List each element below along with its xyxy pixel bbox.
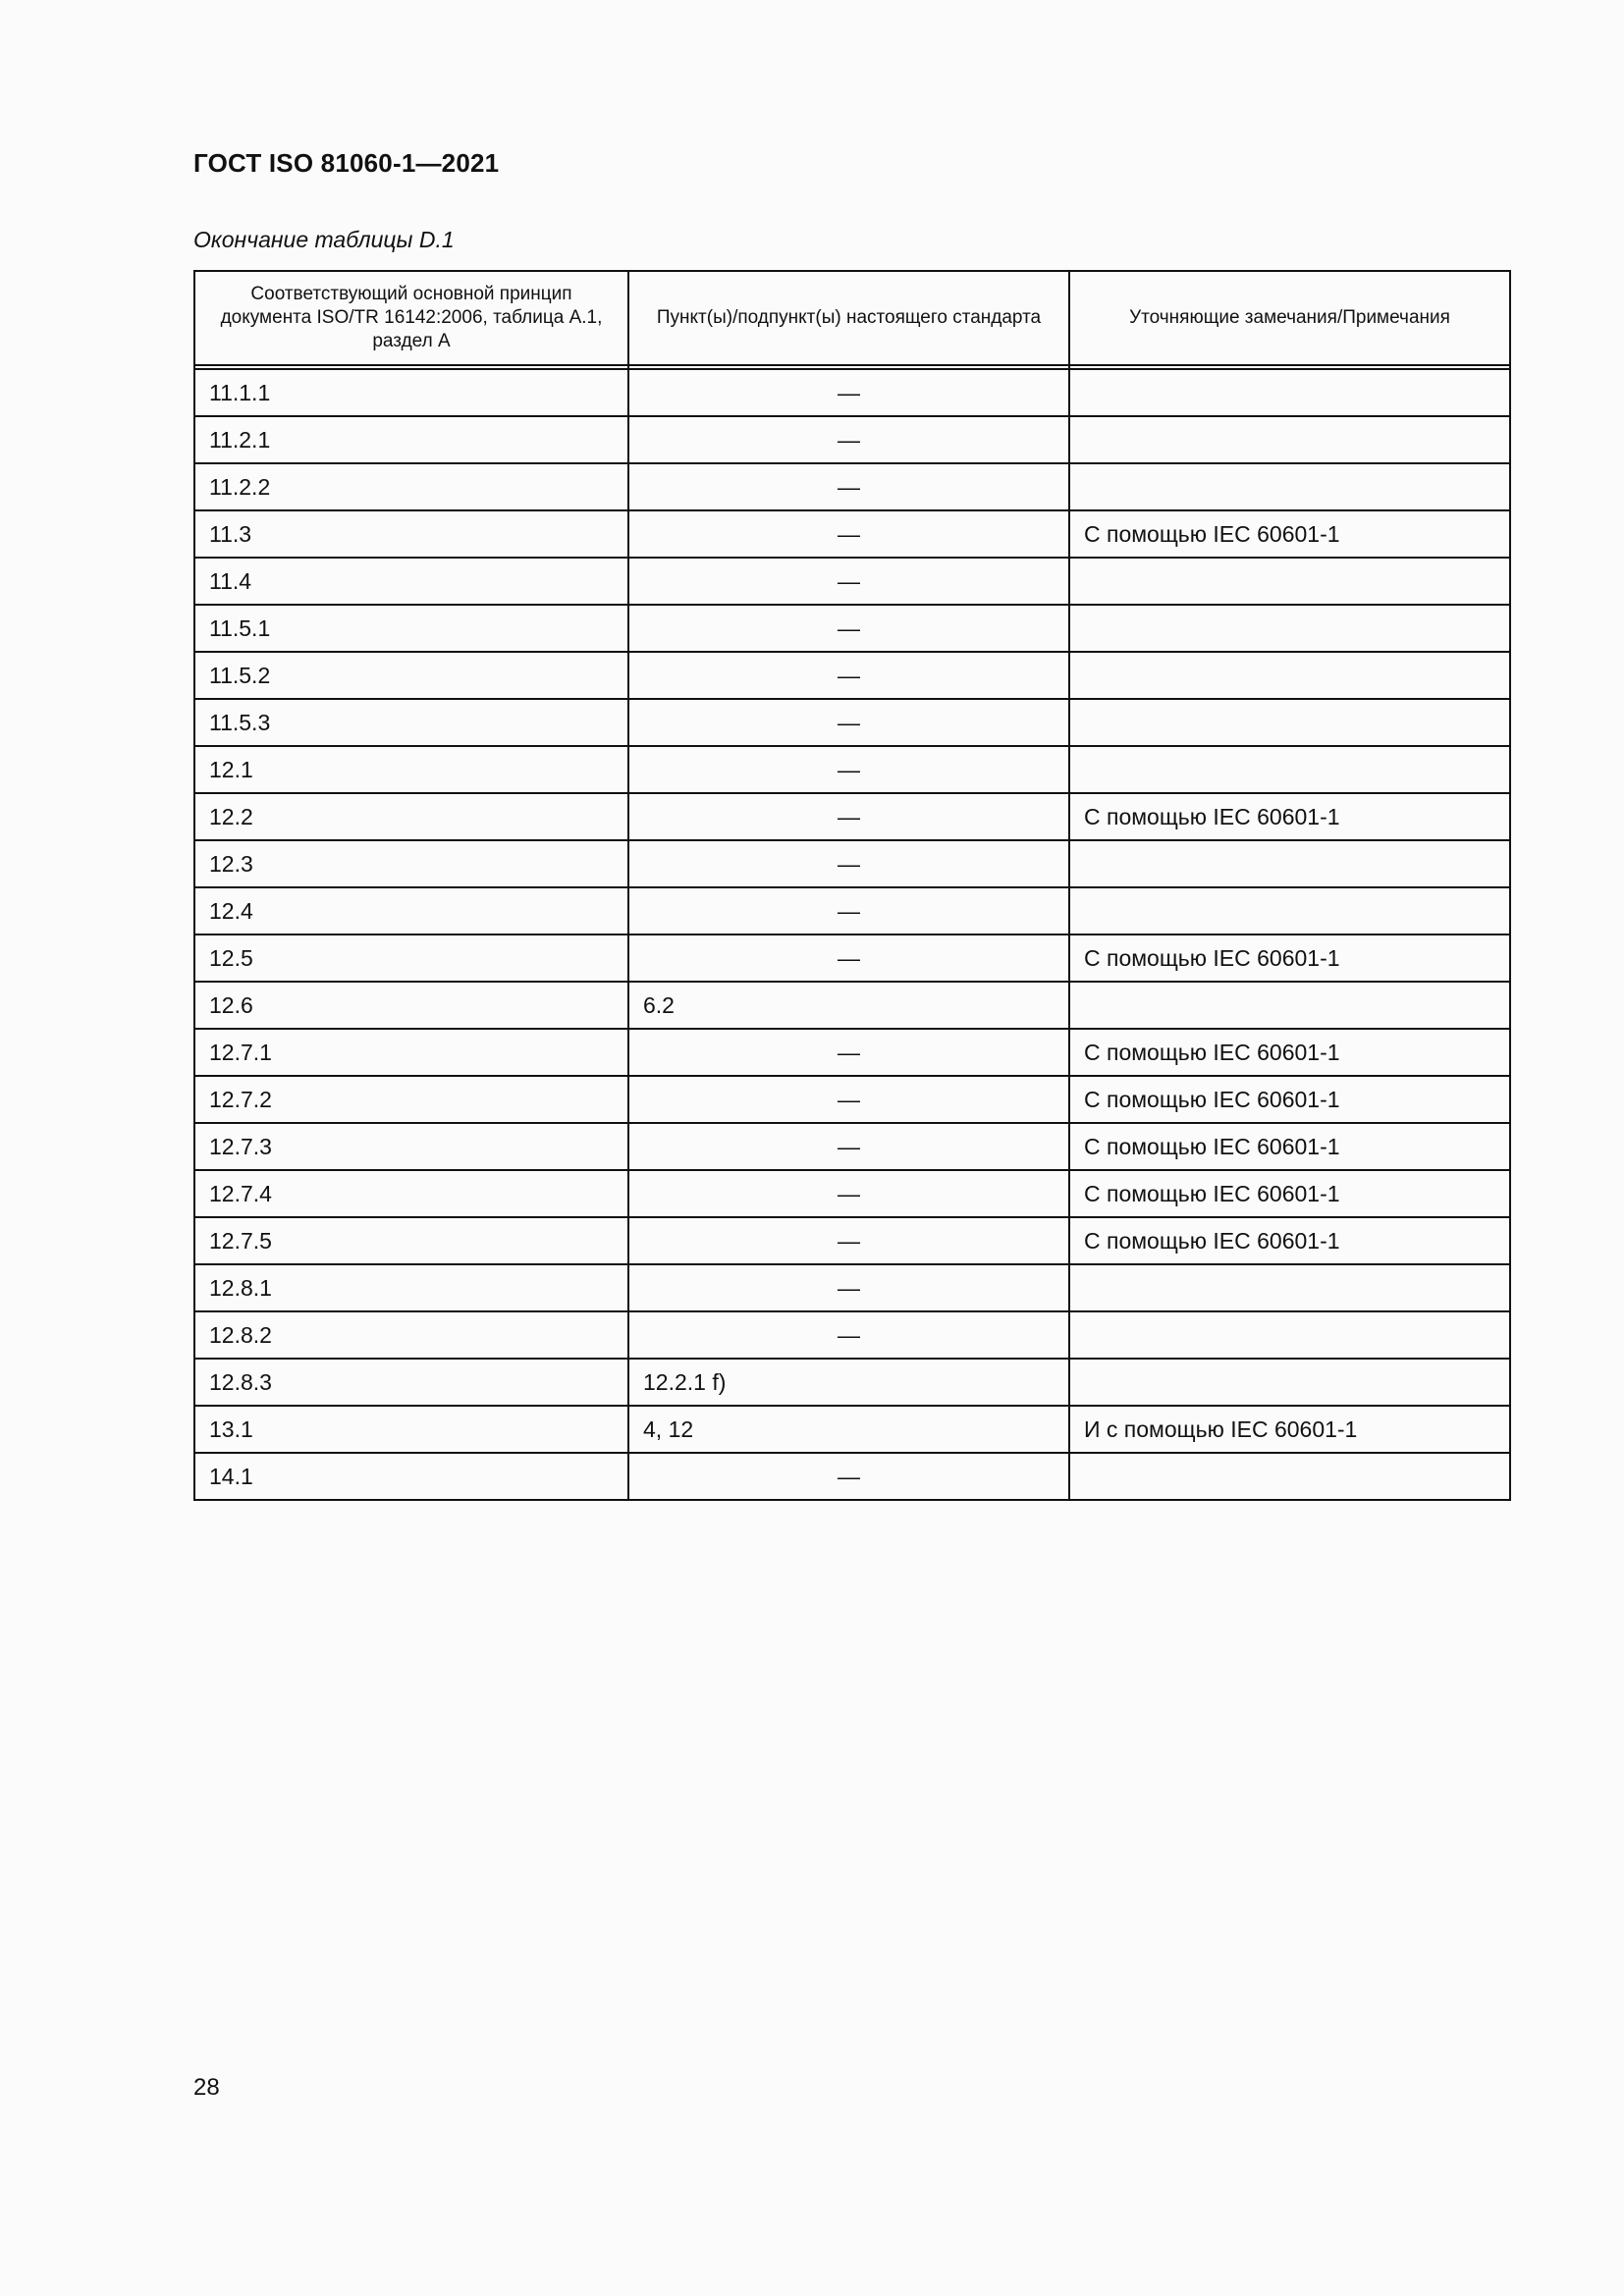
cell-principle: 12.4: [194, 887, 628, 934]
cell-remark: С помощью IEC 60601-1: [1069, 934, 1510, 982]
cell-remark: [1069, 746, 1510, 793]
cell-clause: —: [628, 1453, 1069, 1500]
table-row: [194, 463, 1510, 510]
cell-principle: 12.7.3: [194, 1123, 628, 1170]
cell-remark: [1069, 1264, 1510, 1311]
cell-remark: [1069, 1359, 1510, 1406]
cell-remark: [1069, 463, 1510, 510]
cell-principle: 12.8.3: [194, 1359, 628, 1406]
cell-remark: [1069, 699, 1510, 746]
cell-clause: —: [628, 934, 1069, 982]
cell-principle: 12.3: [194, 840, 628, 887]
cell-remark: С помощью IEC 60601-1: [1069, 1123, 1510, 1170]
cell-principle: 12.7.1: [194, 1029, 628, 1076]
table-row: [194, 746, 1510, 793]
cell-principle: 12.7.4: [194, 1170, 628, 1217]
table-row: [194, 1217, 1510, 1264]
cell-remark: [1069, 840, 1510, 887]
table-row: [194, 416, 1510, 463]
requirements-table: [193, 270, 1511, 1501]
cell-clause: —: [628, 652, 1069, 699]
header-principle: Соответствующий основной принцип документа ISO/TR 16142:2006, таблица A.1, раздел A: [194, 271, 628, 365]
table-header-row: [194, 271, 1510, 365]
cell-remark: [1069, 982, 1510, 1029]
table-row: [194, 652, 1510, 699]
cell-remark: С помощью IEC 60601-1: [1069, 1076, 1510, 1123]
table-row: [194, 1453, 1510, 1500]
table-row: [194, 699, 1510, 746]
cell-remark: [1069, 558, 1510, 605]
table-row: [194, 1123, 1510, 1170]
cell-remark: С помощью IEC 60601-1: [1069, 1217, 1510, 1264]
table-row: [194, 793, 1510, 840]
cell-clause: —: [628, 1029, 1069, 1076]
cell-principle: 12.7.2: [194, 1076, 628, 1123]
table-row: [194, 982, 1510, 1029]
cell-remark: С помощью IEC 60601-1: [1069, 793, 1510, 840]
cell-clause: —: [628, 887, 1069, 934]
table-row: [194, 369, 1510, 416]
cell-principle: 12.8.1: [194, 1264, 628, 1311]
table-body: [194, 369, 1510, 1500]
cell-clause: —: [628, 1076, 1069, 1123]
cell-principle: 12.1: [194, 746, 628, 793]
table-row: [194, 605, 1510, 652]
cell-clause: —: [628, 558, 1069, 605]
cell-principle: 11.5.3: [194, 699, 628, 746]
cell-remark: [1069, 1311, 1510, 1359]
cell-remark: И с помощью IEC 60601-1: [1069, 1406, 1510, 1453]
cell-clause: —: [628, 1311, 1069, 1359]
cell-clause: —: [628, 510, 1069, 558]
cell-principle: 11.3: [194, 510, 628, 558]
header-remarks: Уточняющие замечания/Примечания: [1069, 271, 1510, 365]
cell-clause: —: [628, 793, 1069, 840]
cell-clause: —: [628, 1170, 1069, 1217]
table-row: [194, 887, 1510, 934]
cell-principle: 12.5: [194, 934, 628, 982]
cell-principle: 11.5.2: [194, 652, 628, 699]
cell-principle: 11.2.1: [194, 416, 628, 463]
document-title: ГОСТ ISO 81060-1—2021: [193, 148, 500, 178]
cell-principle: 13.1: [194, 1406, 628, 1453]
page-number: 28: [193, 2074, 220, 2101]
cell-clause: —: [628, 746, 1069, 793]
cell-principle: 11.4: [194, 558, 628, 605]
table-row: [194, 1406, 1510, 1453]
cell-remark: [1069, 1453, 1510, 1500]
header-clause: Пункт(ы)/подпункт(ы) настоящего стандарта: [628, 271, 1069, 365]
cell-remark: С помощью IEC 60601-1: [1069, 1170, 1510, 1217]
cell-principle: 12.7.5: [194, 1217, 628, 1264]
cell-clause: 4, 12: [628, 1406, 1069, 1453]
cell-principle: 11.2.2: [194, 463, 628, 510]
cell-remark: [1069, 369, 1510, 416]
cell-remark: С помощью IEC 60601-1: [1069, 1029, 1510, 1076]
table-row: [194, 1359, 1510, 1406]
table-row: [194, 1170, 1510, 1217]
table-row: [194, 558, 1510, 605]
cell-principle: 11.1.1: [194, 369, 628, 416]
cell-principle: 12.6: [194, 982, 628, 1029]
table-row: [194, 934, 1510, 982]
cell-remark: [1069, 416, 1510, 463]
cell-remark: [1069, 887, 1510, 934]
cell-clause: 12.2.1 f): [628, 1359, 1069, 1406]
table-row: [194, 510, 1510, 558]
cell-clause: —: [628, 416, 1069, 463]
cell-principle: 12.2: [194, 793, 628, 840]
cell-remark: [1069, 652, 1510, 699]
cell-principle: 14.1: [194, 1453, 628, 1500]
table-row: [194, 1029, 1510, 1076]
cell-clause: —: [628, 369, 1069, 416]
cell-principle: 12.8.2: [194, 1311, 628, 1359]
cell-clause: —: [628, 840, 1069, 887]
table-row: [194, 1311, 1510, 1359]
table-row: [194, 1264, 1510, 1311]
cell-remark: С помощью IEC 60601-1: [1069, 510, 1510, 558]
table-caption: Окончание таблицы D.1: [193, 227, 455, 252]
cell-principle: 11.5.1: [194, 605, 628, 652]
cell-clause: —: [628, 605, 1069, 652]
cell-remark: [1069, 605, 1510, 652]
cell-clause: —: [628, 1217, 1069, 1264]
table-row: [194, 840, 1510, 887]
cell-clause: —: [628, 1264, 1069, 1311]
cell-clause: —: [628, 463, 1069, 510]
cell-clause: 6.2: [628, 982, 1069, 1029]
table-row: [194, 1076, 1510, 1123]
cell-clause: —: [628, 1123, 1069, 1170]
cell-clause: —: [628, 699, 1069, 746]
